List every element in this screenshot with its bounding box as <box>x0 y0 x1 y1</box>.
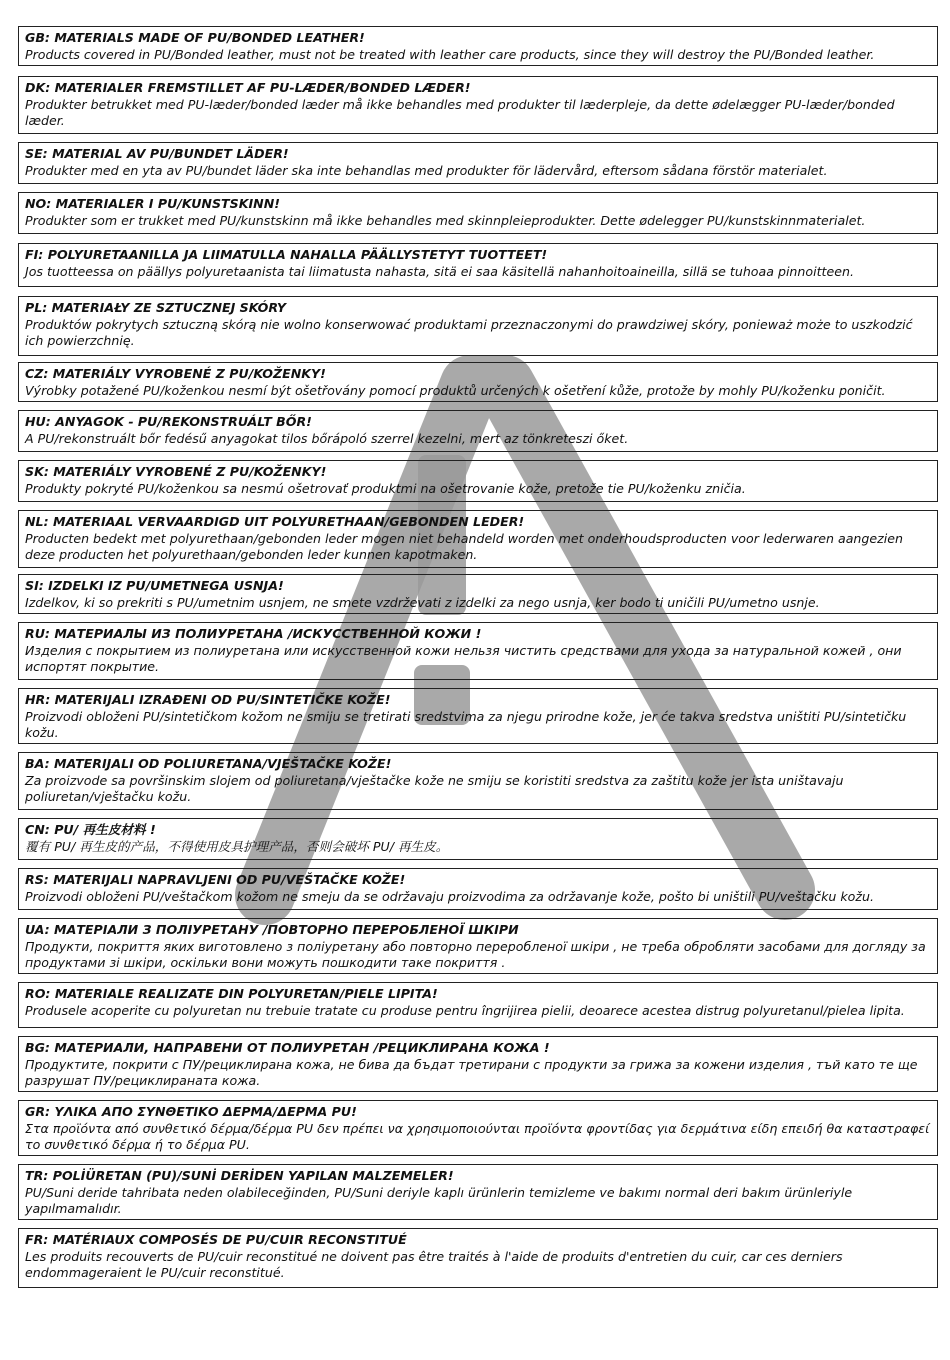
care-notice <box>18 918 938 974</box>
notice-body: Products covered in PU/Bonded leather, must not be treated with leather care products, since they will destroy the PU/Bonded leather. <box>25 46 875 62</box>
care-notice <box>18 868 938 910</box>
notice-body: Στα προϊόντα από συνθετικό δέρμα/δέρμα PU δεν πρέπει να χρησιμοποιούνται προϊόντα φροντίδας για δερμάτινα είδη επειδή θα καταστραφεί το συνθετικό δέρμα ή το δέρμα PU. <box>25 1120 930 1152</box>
notice-body: Les produits recouverts de PU/cuir reconstitué ne doivent pas être traités à l'aide de produits d'entretien du cuir, car ces derniers endommageraient le PU/cuir reconstitué. <box>25 1248 843 1280</box>
care-notice <box>18 622 938 680</box>
notice-body: Izdelkov, ki so prekriti s PU/umetnim usnjem, ne smete vzdrževati z izdelki za nego usnja, ker bodo ti uničili PU/umetno usnje. <box>25 594 820 610</box>
notice-heading: PL: MATERIAŁY ZE SZTUCZNEJ SKÓRY <box>25 300 287 315</box>
notice-body: A PU/rekonstruált bőr fedésű anyagokat tilos bőrápoló szerrel kezelni, mert az tönkreteszi őket. <box>25 430 629 446</box>
notice-heading: UA: МАТЕРІАЛИ З ПОЛІУРЕТАНУ /ПОВТОРНО ПЕРЕРОБЛЕНОЇ ШКІРИ <box>25 922 519 937</box>
care-notice <box>18 1164 938 1220</box>
notice-body: 覆有 PU/ 再生皮的产品，不得使用皮具护理产品，否则会破坏 PU/ 再生皮。 <box>25 838 449 854</box>
notice-heading: SE: MATERIAL AV PU/BUNDET LÄDER! <box>25 146 289 161</box>
care-notice <box>18 142 938 184</box>
notice-body: Za proizvode sa površinskim slojem od poliuretana/vještačke kože ne smiju se koristiti sredstva za zaštitu kože jer ista uništavaju poliuretan/vještačku kožu. <box>25 772 844 804</box>
notice-body: Proizvodi obloženi PU/veštačkom kožom ne smeju da se održavaju proizvodima za održavanje kože, pošto bi uništili PU/veštačku kožu. <box>25 888 874 904</box>
care-notice <box>18 1228 938 1288</box>
notice-body: Produkter med en yta av PU/bundet läder ska inte behandlas med produkter för lädervård, eftersom sådana förstör materialet. <box>25 162 828 178</box>
care-notice <box>18 688 938 744</box>
notice-body: Výrobky potažené PU/koženkou nesmí být ošetřovány pomocí produktů určených k ošetření kůže, protože by mohly PU/koženku poničit. <box>25 382 886 398</box>
notice-body: Изделия с покрытием из полиуретана или искусственной кожи нельзя чистить средствами для ухода за натуральной кожей , они испортят покрытие. <box>25 642 902 674</box>
care-notice <box>18 192 938 234</box>
care-notice <box>18 76 938 134</box>
care-notice <box>18 818 938 860</box>
notice-heading: CN: PU/ 再生皮材料 ! <box>25 822 156 837</box>
notice-heading: RU: МАТЕРИАЛЫ ИЗ ПОЛИУРЕТАНА /ИСКУССТВЕННОЙ КОЖИ ! <box>25 626 482 641</box>
care-notice <box>18 26 938 66</box>
notice-heading: GR: ΥΛΙΚΑ ΑΠΟ ΣΥΝΘΕΤΙΚΟ ΔΕΡΜΑ/ΔΕΡΜΑ PU! <box>25 1104 357 1119</box>
notice-heading: RO: MATERIALE REALIZATE DIN POLYURETAN/PIELE LIPITA! <box>25 986 438 1001</box>
notice-body: PU/Suni deride tahribata neden olabileceğinden, PU/Suni deriyle kaplı ürünlerin temizleme ve bakımı normal deri bakım ürünleriyle yapılmamalıdır. <box>25 1184 853 1216</box>
notice-heading: NL: MATERIAAL VERVAARDIGD UIT POLYURETHAAN/GEBONDEN LEDER! <box>25 514 525 529</box>
notice-heading: SK: MATERIÁLY VYROBENÉ Z PU/KOŽENKY! <box>25 464 327 479</box>
notice-heading: NO: MATERIALER I PU/KUNSTSKINN! <box>25 196 280 211</box>
care-notice <box>18 410 938 452</box>
notice-heading: RS: MATERIJALI NAPRAVLJENI OD PU/VEŠTAČKE KOŽE! <box>25 872 406 887</box>
notice-heading: HU: ANYAGOK - PU/REKONSTRUÁLT BŐR! <box>25 414 312 429</box>
care-notice <box>18 510 938 568</box>
notice-body: Produkty pokryté PU/koženkou sa nesmú ošetrovať produktmi na ošetrovanie kože, pretože tie PU/koženku zničia. <box>25 480 746 496</box>
care-notice <box>18 574 938 614</box>
care-notice <box>18 982 938 1028</box>
notice-body: Produkter betrukket med PU-læder/bonded læder må ikke behandles med produkter til læderpleje, da dette ødelægger PU-læder/bonded læder. <box>25 96 895 128</box>
notice-body: Продуктите, покрити с ПУ/рециклирана кожа, не бива да бъдат третирани с продукти за грижа за кожени изделия , тъй като те ще разрушат ПУ/рециклираната кожа. <box>25 1056 918 1088</box>
notice-heading: FI: POLYURETAANILLA JA LIIMATULLA NAHALLA PÄÄLLYSTETYT TUOTTEET! <box>25 247 548 262</box>
notice-heading: TR: POLİÜRETAN (PU)/SUNİ DERİDEN YAPILAN MALZEMELER! <box>25 1168 454 1183</box>
notice-heading: SI: IZDELKI IZ PU/UMETNEGA USNJA! <box>25 578 284 593</box>
notice-heading: BG: МАТЕРИАЛИ, НАПРАВЕНИ ОТ ПОЛИУРЕТАН /РЕЦИКЛИРАНА КОЖА ! <box>25 1040 550 1055</box>
care-notice <box>18 362 938 402</box>
notice-heading: GB: MATERIALS MADE OF PU/BONDED LEATHER! <box>25 30 365 45</box>
notice-body: Jos tuotteessa on päällys polyuretaanista tai liimatusta nahasta, sitä ei saa käsitellä nahanhoitoaineilla, sillä se tuhoaa pinnoitteen. <box>25 263 854 279</box>
notice-heading: CZ: MATERIÁLY VYROBENÉ Z PU/KOŽENKY! <box>25 366 326 381</box>
notice-body: Proizvodi obloženi PU/sintetičkom kožom ne smiju se tretirati sredstvima za njegu prirodne kože, jer će takva sredstva uništiti PU/sintetičku kožu. <box>25 708 907 740</box>
care-notice <box>18 243 938 287</box>
notice-body: Продукти, покриття яких виготовлено з поліуретану або повторно переробленої шкіри , не треба обробляти засобами для догляду за продуктами зі шкіри, оскільки вони можуть пошкодити таке покриття . <box>25 938 926 970</box>
notice-body: Produkter som er trukket med PU/kunstskinn må ikke behandles med skinnpleieprodukter. Dette ødelegger PU/kunstskinnmaterialet. <box>25 212 866 228</box>
care-notice <box>18 460 938 502</box>
care-notice-list <box>18 26 938 1291</box>
notice-body: Produktów pokrytych sztuczną skórą nie wolno konserwować produktami przeznaczonymi do prawdziwej skóry, ponieważ może to uszkodzić ich powierzchnię. <box>25 316 913 348</box>
notice-heading: DK: MATERIALER FREMSTILLET AF PU-LÆDER/BONDED LÆDER! <box>25 80 471 95</box>
care-notice <box>18 1100 938 1156</box>
notice-body: Producten bedekt met polyurethaan/gebonden leder mogen niet behandeld worden met onderhoudsproducten voor lederwaren aangezien deze producten het polyurethaan/gebonden leder kunnen kapotmaken. <box>25 530 903 562</box>
notice-heading: BA: MATERIJALI OD POLIURETANA/VJEŠTAČKE KOŽE! <box>25 756 392 771</box>
care-notice <box>18 1036 938 1092</box>
care-notice <box>18 296 938 356</box>
notice-heading: FR: MATÉRIAUX COMPOSÉS DE PU/CUIR RECONSTITUÉ <box>25 1232 407 1247</box>
notice-body: Produsele acoperite cu polyuretan nu trebuie tratate cu produse pentru îngrijirea pielii, deoarece acestea distrug polyuretanul/pielea lipita. <box>25 1002 905 1018</box>
care-notice <box>18 752 938 810</box>
notice-heading: HR: MATERIJALI IZRAĐENI OD PU/SINTETIČKE KOŽE! <box>25 692 391 707</box>
